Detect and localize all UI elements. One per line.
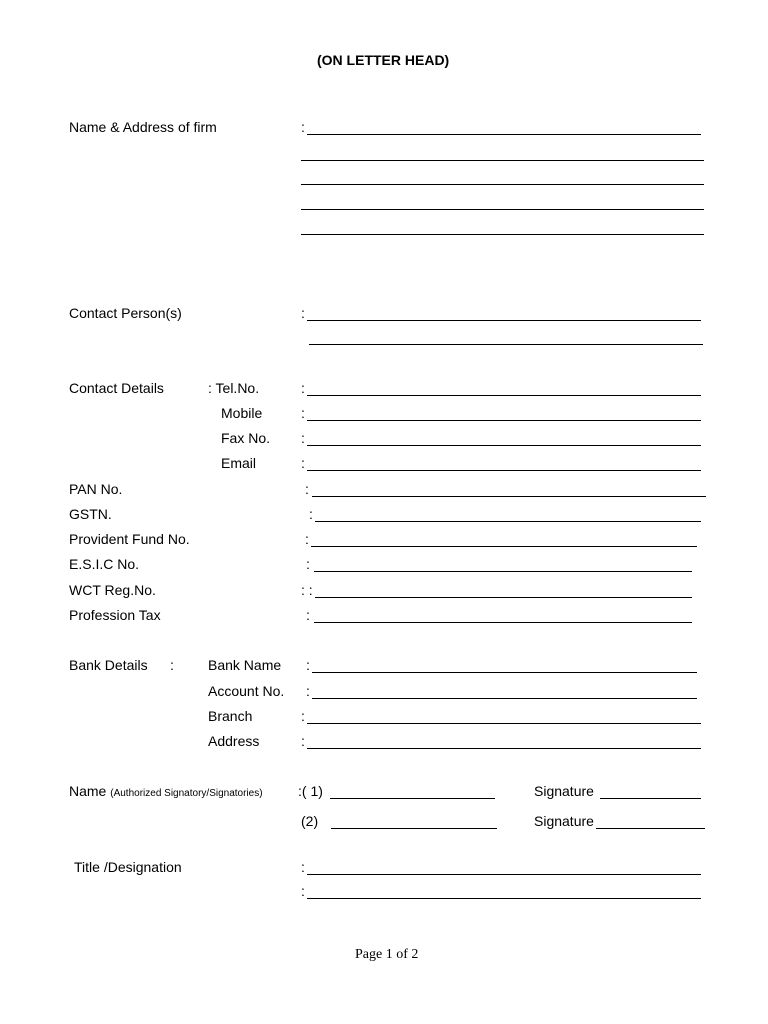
- signatory-name-text: Name: [69, 783, 107, 799]
- designation-colon-2: :: [301, 883, 305, 899]
- branch-colon: :: [301, 708, 305, 724]
- contact-person-label: Contact Person(s): [69, 305, 182, 321]
- mobile-line[interactable]: [307, 420, 701, 421]
- signatory-1-signature-label: Signature: [534, 783, 594, 799]
- signatory-2-name-line[interactable]: [331, 828, 497, 829]
- account-no-colon: :: [306, 683, 310, 699]
- account-no-line[interactable]: [312, 698, 697, 699]
- gstn-label: GSTN.: [69, 506, 112, 522]
- page-title: (ON LETTER HEAD): [317, 52, 450, 68]
- firm-colon: :: [301, 119, 305, 135]
- wct-colon: : :: [301, 582, 313, 598]
- bank-name-colon: :: [306, 657, 310, 673]
- bank-address-line[interactable]: [307, 748, 701, 749]
- fax-colon: :: [301, 430, 305, 446]
- page-number: Page 1 of 2: [355, 947, 419, 962]
- firm-line-3[interactable]: [301, 184, 704, 185]
- bank-name-line[interactable]: [312, 672, 697, 673]
- firm-label: Name & Address of firm: [69, 119, 217, 135]
- pf-colon: :: [305, 531, 309, 547]
- email-line[interactable]: [307, 470, 701, 471]
- signatory-name-label: [69, 783, 263, 802]
- bank-details-label: Bank Details: [69, 657, 148, 673]
- signatory-1-name-line[interactable]: [330, 798, 495, 799]
- signatory-hint: (Authorized Signatory/Signatories): [110, 788, 263, 799]
- branch-line[interactable]: [307, 723, 701, 724]
- signatory-1-signature-line[interactable]: [600, 798, 701, 799]
- wct-line[interactable]: [315, 597, 692, 598]
- contact-person-colon: :: [301, 305, 305, 321]
- esic-label: E.S.I.C No.: [69, 556, 140, 572]
- profession-tax-line[interactable]: [314, 622, 692, 623]
- contact-person-line-2[interactable]: [309, 344, 703, 345]
- mobile-label: Mobile: [221, 405, 263, 421]
- account-no-label: Account No.: [208, 683, 285, 699]
- signatory-2-signature-label: Signature: [534, 813, 594, 829]
- bank-address-label: Address: [208, 733, 260, 749]
- fax-label: Fax No.: [221, 430, 271, 446]
- firm-line-4[interactable]: [301, 209, 704, 210]
- branch-label: Branch: [208, 708, 253, 724]
- gstn-line[interactable]: [315, 521, 701, 522]
- mobile-colon: :: [301, 405, 305, 421]
- gstn-colon: :: [309, 506, 313, 522]
- firm-line-1[interactable]: [307, 134, 701, 135]
- firm-line-5[interactable]: [301, 234, 704, 235]
- wct-label: WCT Reg.No.: [69, 582, 156, 598]
- bank-address-colon: :: [301, 733, 305, 749]
- bank-details-colon: :: [170, 657, 174, 673]
- contact-details-label: Contact Details: [69, 380, 164, 396]
- tel-colon: :: [301, 380, 305, 396]
- fax-line[interactable]: [307, 445, 701, 446]
- pf-line[interactable]: [311, 546, 697, 547]
- pan-label: PAN No.: [69, 481, 123, 497]
- firm-line-2[interactable]: [301, 160, 704, 161]
- signatory-2-signature-line[interactable]: [596, 828, 705, 829]
- email-label: Email: [221, 455, 257, 471]
- esic-colon: :: [306, 556, 310, 572]
- signatory-1-prefix: :( 1): [298, 783, 323, 799]
- designation-label: Title /Designation: [74, 859, 182, 875]
- pan-line[interactable]: [312, 496, 706, 497]
- designation-line-1[interactable]: [307, 874, 701, 875]
- signatory-2-prefix: (2): [301, 813, 319, 829]
- esic-line[interactable]: [314, 571, 692, 572]
- tel-line[interactable]: [307, 395, 701, 396]
- designation-line-2[interactable]: [307, 898, 701, 899]
- pf-label: Provident Fund No.: [69, 531, 190, 547]
- contact-person-line-1[interactable]: [307, 320, 701, 321]
- designation-colon-1: :: [301, 859, 305, 875]
- pan-colon: :: [305, 481, 309, 497]
- profession-tax-label: Profession Tax: [69, 607, 161, 623]
- bank-name-label: Bank Name: [208, 657, 282, 673]
- tel-label: : Tel.No.: [208, 380, 260, 396]
- email-colon: :: [301, 455, 305, 471]
- profession-tax-colon: :: [306, 607, 310, 623]
